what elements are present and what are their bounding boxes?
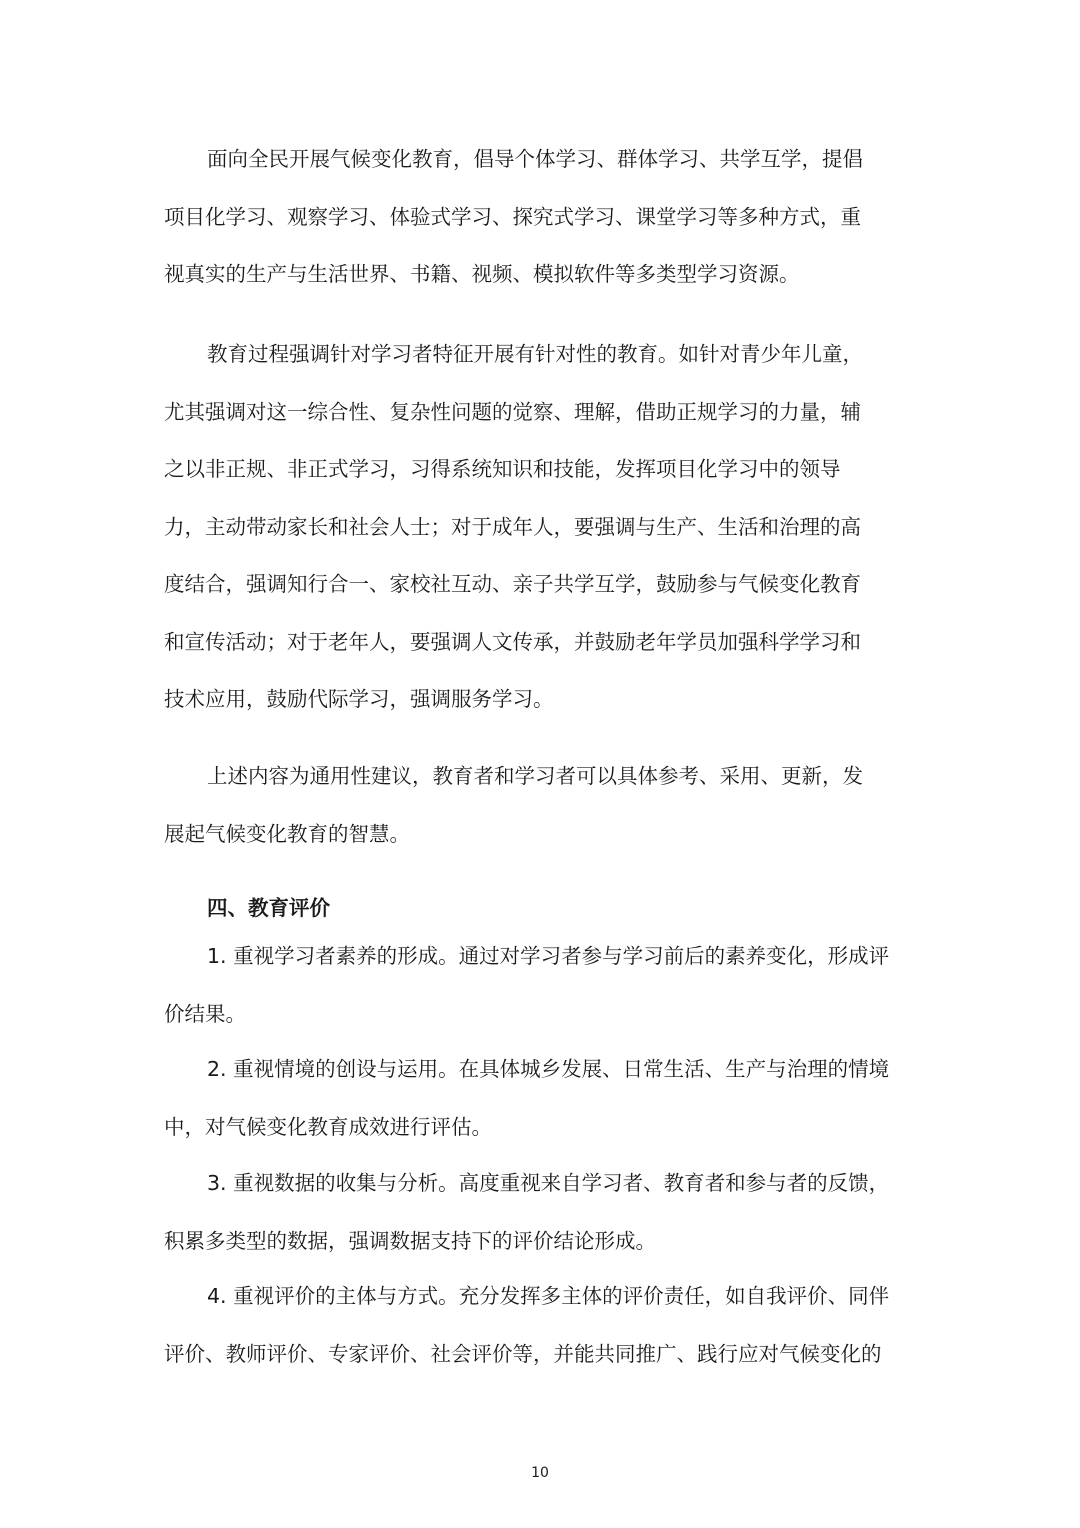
item-line: 评价、教师评价、专家评价、社会评价等，并能共同推广、践行应对气候变化的	[164, 1341, 882, 1366]
paragraph-line: 尤其强调对这一综合性、复杂性问题的觉察、理解，借助正规学习的力量，辅	[164, 399, 861, 424]
paragraph-learning-methods	[164, 131, 924, 304]
paragraph-line: 教育过程强调针对学习者特征开展有针对性的教育。如针对青少年儿童，	[207, 342, 863, 366]
item-line: 价结果。	[164, 1001, 246, 1026]
paragraph-line: 项目化学习、观察学习、体验式学习、探究式学习、课堂学习等多种方式，重	[164, 204, 861, 229]
numbered-item-3	[164, 1155, 924, 1270]
paragraph-line: 视真实的生产与生活世界、书籍、视频、模拟软件等多类型学习资源。	[164, 262, 800, 286]
item-line: 1. 重视学习者素养的形成。通过对学习者参与学习前后的素养变化，形成评	[207, 944, 890, 968]
paragraph-line: 面向全民开展气候变化教育，倡导个体学习、群体学习、共学互学，提倡	[207, 147, 863, 171]
paragraph-line: 上述内容为通用性建议，教育者和学习者可以具体参考、采用、更新，发	[207, 764, 863, 788]
paragraph-line: 和宣传活动；对于老年人，要强调人文传承，并鼓励老年学员加强科学学习和	[164, 629, 861, 654]
section-heading: 四、教育评价	[207, 896, 330, 920]
paragraph-line: 力，主动带动家长和社会人士；对于成年人，要强调与生产、生活和治理的高	[164, 514, 861, 539]
numbered-item-1	[164, 928, 924, 1043]
numbered-item-2	[164, 1041, 924, 1156]
item-line: 4. 重视评价的主体与方式。充分发挥多主体的评价责任，如自我评价、同伴	[207, 1284, 890, 1308]
paragraph-line: 之以非正规、非正式学习，习得系统知识和技能，发挥项目化学习中的领导	[164, 457, 841, 481]
paragraph-targeted-education	[164, 326, 924, 729]
paragraph-line: 度结合，强调知行合一、家校社互动、亲子共学互学，鼓励参与气候变化教育	[164, 572, 861, 596]
item-line: 中，对气候变化教育成效进行评估。	[164, 1114, 492, 1139]
item-line: 2. 重视情境的创设与运用。在具体城乡发展、日常生活、生产与治理的情境	[207, 1057, 890, 1081]
item-line: 积累多类型的数据，强调数据支持下的评价结论形成。	[164, 1228, 656, 1253]
item-line: 3. 重视数据的收集与分析。高度重视来自学习者、教育者和参与者的反馈，	[207, 1171, 890, 1195]
paragraph-line: 技术应用，鼓励代际学习，强调服务学习。	[164, 687, 554, 711]
numbered-item-4	[164, 1268, 924, 1383]
paragraph-general-advice	[164, 748, 924, 863]
page-number: 10	[531, 1465, 549, 1481]
paragraph-line: 展起气候变化教育的智慧。	[164, 821, 410, 846]
